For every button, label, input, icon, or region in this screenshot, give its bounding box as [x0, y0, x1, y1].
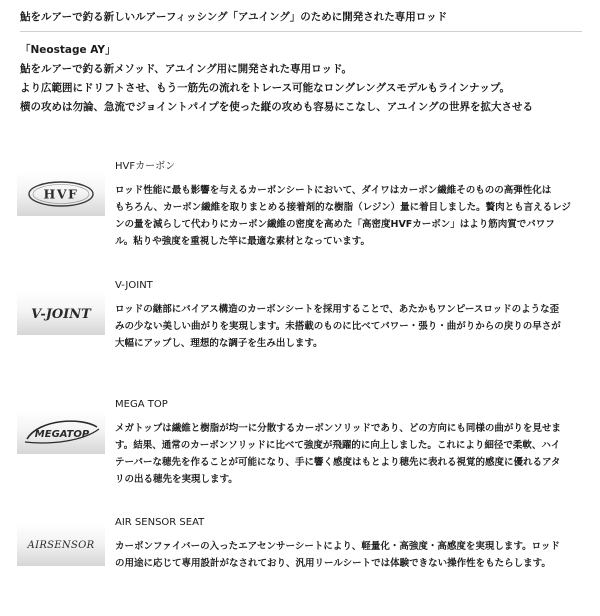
air-sensor-logo-text: AIRSENSOR [27, 540, 95, 551]
intro-line: より広範囲にドリフトさせ、もう一筋先の流れをトレース可能なロングレングスモデルもラインナップ。 [20, 82, 510, 94]
mega-top-logo-text: MEGATOP [34, 429, 90, 440]
page-headline: 鮎をルアーで釣る新しいルアーフィッシング「アユイング」のために開発された専用ロッド [20, 11, 448, 23]
intro-line: 横の攻めは勿論、急流でジョイントパイプを使った縦の攻めも容易にこなし、アユイングの世界を拡大させる [20, 101, 534, 113]
headline-divider [20, 31, 582, 32]
intro-text [20, 41, 585, 117]
feature-line: カーボンファイバーの入ったエアセンサーシートにより、軽量化・高強度・高感度を実現します。ロッド [115, 541, 560, 552]
mega-top-logo-icon [17, 410, 105, 454]
feature-line: もちろん、カーボン繊維を取りまとめる接着剤的な樹脂（レジン）量に着目しました。贅肉とも言えるレジ [115, 202, 571, 213]
feature-description [115, 420, 590, 488]
feature-title: AIR SENSOR SEAT [115, 517, 205, 528]
feature-title: MEGA TOP [115, 399, 168, 410]
feature-line: 大幅にアップし、理想的な調子を生み出します。 [115, 338, 323, 349]
mega-top-logo-graphic [21, 417, 101, 447]
feature-description [115, 301, 590, 352]
hvf-logo-icon [17, 172, 105, 216]
feature-line: リの出る穂先を実現します。 [115, 474, 238, 485]
v-joint-logo-text: V-JOINT [31, 307, 91, 322]
intro-line: 鮎をルアーで釣る新メソッド、アユイング用に開発された専用ロッド。 [20, 63, 353, 75]
feature-line: す。結果、通常のカーボンソリッドに比べて強度が飛躍的に向上しました。これにより細径で柔軟、ハイ [115, 440, 561, 451]
feature-title: V-JOINT [115, 280, 153, 291]
feature-line: みの少ない美しい曲がりを実現します。未搭載のものに比べてパワー・張り・曲がりからの戻りの早さが [115, 321, 561, 332]
feature-v-joint [0, 279, 600, 379]
feature-line: ンの量を減らして代わりにカーボン繊維の密度を高めた「高密度HVFカーボン」はより筋肉質でパワフ [115, 219, 555, 230]
feature-title: HVFカーボン [115, 161, 176, 172]
v-joint-logo-graphic [21, 301, 101, 325]
feature-line: ル。粘りや強度を重視した竿に最適な素材となっています。 [115, 236, 370, 247]
feature-line: テーパーな穂先を作ることが可能になり、手に響く感度はもとより穂先に表れる視覚的感度に優れるアタ [115, 457, 561, 468]
intro-line: 「Neostage AY」 [20, 44, 116, 56]
feature-description [115, 182, 590, 250]
feature-hvf [0, 160, 600, 260]
feature-line: ロッド性能に最も影響を与えるカーボンシートにおいて、ダイワはカーボン繊維そのものの高弾性化は [115, 185, 552, 196]
feature-line: の用途に応じて専用設計がなされており、汎用リールシートでは体験できない操作性をもたらします。 [115, 558, 551, 569]
hvf-logo-graphic [26, 179, 96, 209]
feature-description [115, 538, 590, 572]
hvf-logo-text: HVF [43, 186, 79, 202]
feature-mega-top [0, 398, 600, 498]
feature-line: ロッドの継部にバイアス構造のカーボンシートを採用することで、あたかもワンピースロッドのような歪 [115, 304, 560, 315]
air-sensor-logo-graphic [18, 534, 104, 554]
v-joint-logo-icon [17, 291, 105, 335]
air-sensor-logo-icon [17, 522, 105, 566]
feature-line: メガトップは繊維と樹脂が均一に分散するカーボンソリッドであり、どの方向にも同様の曲がりを見せま [115, 423, 561, 434]
feature-air-sensor-seat [0, 516, 600, 616]
